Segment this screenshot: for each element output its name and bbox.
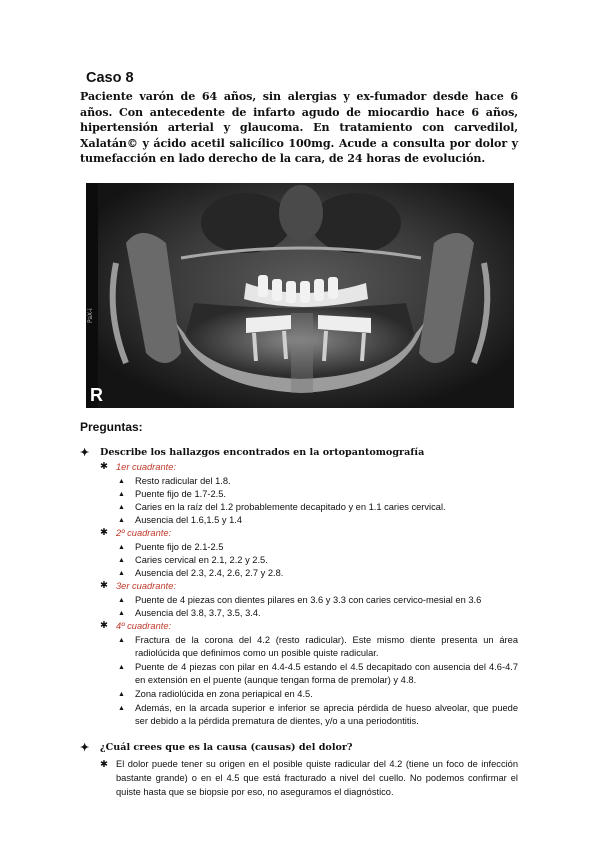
triangle-bullet-icon: ▲	[118, 705, 125, 712]
list-item: ▲ Fractura de la corona del 4.2 (resto radicular). Este mismo diente presenta un área radiolúcida que definimos como un posible quiste radicular.	[118, 635, 518, 658]
panoramic-xray-image	[86, 183, 514, 408]
quadrant-1-title: ✱ 1er cuadrante:	[100, 461, 176, 472]
diamond-bullet-icon: ✦	[80, 446, 90, 459]
question-1-text: Describe los hallazgos encontrados en la ortopantomografía	[100, 447, 425, 458]
triangle-bullet-icon: ▲	[118, 691, 125, 698]
star-bullet-icon: ✱	[100, 759, 108, 769]
triangle-bullet-icon: ▲	[118, 570, 125, 577]
xray-device-label: PaX-i	[87, 308, 94, 323]
question-2-text: ¿Cuál crees que es la causa (causas) del dolor?	[100, 742, 353, 753]
triangle-bullet-icon: ▲	[118, 544, 125, 551]
list-item: ▲ Además, en la arcada superior e inferior se aprecia pérdida de hueso alveolar, que puede ser debido a la pérdida prematura de dientes, y/o a una periodontitis.	[118, 703, 518, 726]
list-item: ▲ Puente fijo de 1.7-2.5.	[118, 489, 226, 499]
triangle-bullet-icon: ▲	[118, 610, 125, 617]
triangle-bullet-icon: ▲	[118, 557, 125, 564]
list-item: ▲ Caries en la raíz del 1.2 probablemente decapitado y en 1.1 caries cervical.	[118, 502, 446, 512]
list-item: ▲ Puente fijo de 2.1-2.5	[118, 542, 224, 552]
diamond-bullet-icon: ✦	[80, 741, 90, 754]
list-item: ▲ Ausencia del 3.8, 3.7, 3.5, 3.4.	[118, 608, 261, 618]
question-1	[80, 447, 520, 458]
star-bullet-icon: ✱	[100, 527, 108, 537]
list-item: ▲ Ausencia del 2.3, 2.4, 2.6, 2.7 y 2.8.	[118, 568, 284, 578]
triangle-bullet-icon: ▲	[118, 478, 125, 485]
xray-drawing	[86, 183, 514, 408]
triangle-bullet-icon: ▲	[118, 491, 125, 498]
list-item: ▲ Ausencia del 1.6,1.5 y 1.4	[118, 515, 242, 525]
xray-side-marker: R	[90, 385, 103, 405]
question-2-answer: ✱ El dolor puede tener su origen en el posible quiste radicular del 4.2 (tiene un foco de infección bastante grande) o en el 4.5 que está fracturado a nivel del cuello. No podemos confirmar el quiste hasta que se biopsie por eso, no aseguramos el diagnóstico.	[100, 759, 518, 797]
list-item: ▲ Puente de 4 piezas con dientes pilares en 3.6 y 3.3 con caries cervico-mesial en 3.6	[118, 595, 482, 605]
list-item: ▲ Caries cervical en 2.1, 2.2 y 2.5.	[118, 555, 268, 565]
list-item: ▲ Resto radicular del 1.8.	[118, 476, 231, 486]
case-description: Paciente varón de 64 años, sin alergias y ex-fumador desde hace 6 años. Con antecedente de infarto agudo de miocardio hace 6 años, hipertensión arterial y glaucoma. En tratamiento con carvedilol, Xalatán© y ácido acetil salicílico 100mg. Acude a consulta por dolor y tumefacción en lado derecho de la cara, de 24 horas de evolución.	[80, 90, 518, 165]
triangle-bullet-icon: ▲	[118, 504, 125, 511]
case-title: Caso 8	[86, 70, 134, 86]
question-2	[80, 742, 520, 753]
triangle-bullet-icon: ▲	[118, 597, 125, 604]
triangle-bullet-icon: ▲	[118, 517, 125, 524]
triangle-bullet-icon: ▲	[118, 664, 125, 671]
star-bullet-icon: ✱	[100, 580, 108, 590]
star-bullet-icon: ✱	[100, 620, 108, 630]
quadrant-2-title: ✱ 2º cuadrante:	[100, 527, 172, 538]
list-item: ▲ Zona radiolúcida en zona periapical en 4.5.	[118, 689, 313, 699]
quadrant-3-title: ✱ 3er cuadrante:	[100, 580, 176, 591]
triangle-bullet-icon: ▲	[118, 637, 125, 644]
list-item: ▲ Puente de 4 piezas con pilar en 4.4-4.5 estando el 4.5 decapitado con ausencia del 4.6-4.7 en extensión en el puente (aunque tengan forma de premolar) y 4.8.	[118, 662, 518, 685]
quadrant-4-title: ✱ 4º cuadrante:	[100, 620, 172, 631]
questions-heading: Preguntas:	[80, 420, 143, 434]
star-bullet-icon: ✱	[100, 461, 108, 471]
